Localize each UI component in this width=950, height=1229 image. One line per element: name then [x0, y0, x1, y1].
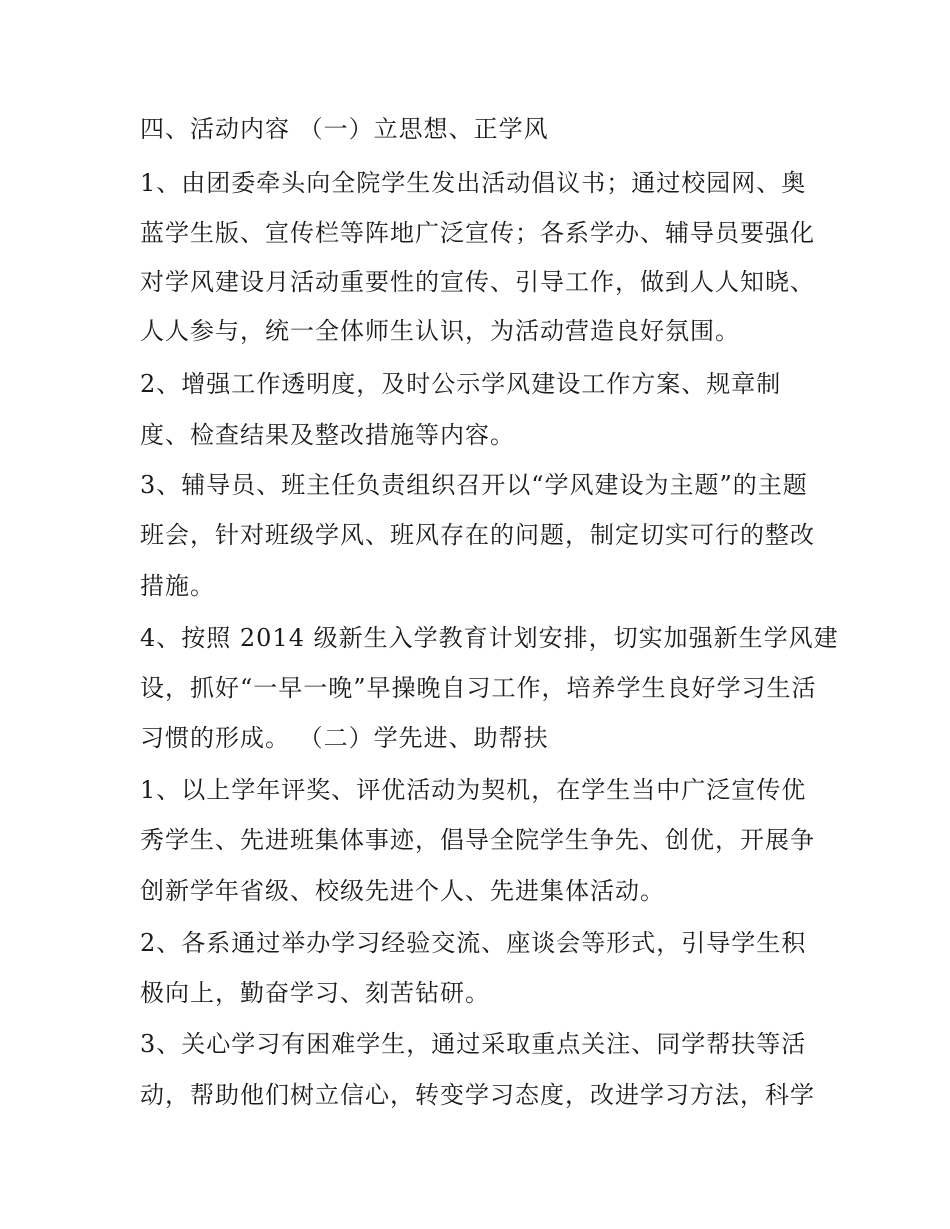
paragraph-line: 习惯的形成。 （二）学先进、助帮扶 [140, 724, 549, 752]
paragraph-line: 3、辅导员、班主任负责组织召开以“学风建设为主题”的主题 [140, 471, 808, 499]
paragraph-line: 蓝学生版、宣传栏等阵地广泛宣传；各系学办、辅导员要强化 [140, 219, 815, 247]
paragraph-line: 1、由团委牵头向全院学生发出活动倡议书；通过校园网、奥 [140, 169, 807, 197]
paragraph-line: 1、以上学年评奖、评优活动为契机，在学生当中广泛宣传优 [140, 776, 807, 804]
paragraph-line: 秀学生、先进班集体事迹，倡导全院学生争先、创优，开展争 [140, 826, 815, 854]
paragraph-line: 人人参与，统一全体师生认识，为活动营造良好氛围。 [140, 317, 740, 345]
paragraph-line: 4、按照 2014 级新生入学教育计划安排，切实加强新生学风建 [140, 624, 839, 652]
paragraph-line: 设，抓好“一早一晚”早操晚自习工作，培养学生良好学习生活 [140, 674, 817, 702]
section-heading: 四、活动内容 （一）立思想、正学风 [140, 115, 549, 143]
paragraph-line: 2、各系通过举办学习经验交流、座谈会等形式，引导学生积 [140, 929, 807, 957]
paragraph-line: 措施。 [140, 572, 215, 600]
paragraph-line: 2、增强工作透明度，及时公示学风建设工作方案、规章制 [140, 370, 782, 398]
paragraph-line: 对学风建设月活动重要性的宣传、引导工作，做到人人知晓、 [140, 268, 815, 296]
paragraph-line: 创新学年省级、校级先进个人、先进集体活动。 [140, 877, 665, 905]
paragraph-line: 班会，针对班级学风、班风存在的问题，制定切实可行的整改 [140, 521, 815, 549]
paragraph-line: 度、检查结果及整改措施等内容。 [140, 421, 515, 449]
paragraph-line: 3、关心学习有困难学生，通过采取重点关注、同学帮扶等活 [140, 1030, 807, 1058]
paragraph-line: 动，帮助他们树立信心，转变学习态度，改进学习方法，科学 [140, 1081, 815, 1109]
paragraph-line: 极向上，勤奋学习、刻苦钻研。 [140, 979, 490, 1007]
